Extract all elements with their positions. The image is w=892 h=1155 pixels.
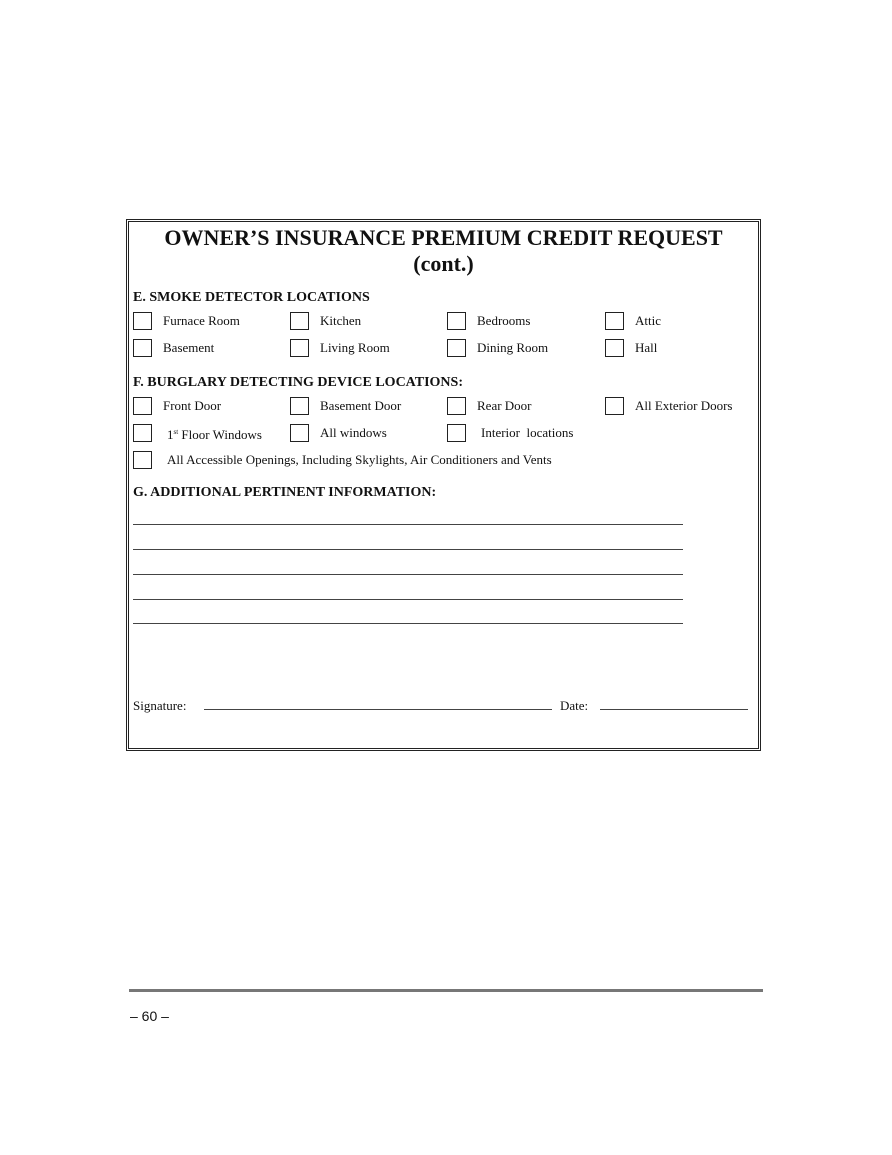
rear-door-label: Rear Door [477,398,532,413]
all-accessible-openings-checkbox[interactable] [133,451,152,469]
furnace-room-label: Furnace Room [163,313,240,328]
hall-checkbox[interactable] [605,339,624,357]
dining-room-label: Dining Room [477,340,549,355]
front-door-label: Front Door [163,398,222,413]
hall-label: Hall [635,340,658,355]
kitchen-label: Kitchen [320,313,362,328]
additional-info-heading: G. ADDITIONAL PERTINENT INFORMATION: [133,485,437,500]
floor-windows-text: Floor Windows [178,427,262,442]
date-line[interactable] [600,709,748,710]
attic-label: Attic [635,313,661,328]
signature-line[interactable] [204,709,552,710]
basement-door-checkbox[interactable] [290,397,309,415]
page-number: – 60 – [130,1008,169,1024]
dining-room-checkbox[interactable] [447,339,466,357]
bedrooms-label: Bedrooms [477,313,531,328]
rear-door-checkbox[interactable] [447,397,466,415]
basement-checkbox[interactable] [133,339,152,357]
all-exterior-doors-checkbox[interactable] [605,397,624,415]
interior-locations-label: Interior locations [481,425,574,440]
footer-divider [129,989,763,992]
interior-locations-checkbox[interactable] [447,424,466,442]
basement-door-label: Basement Door [320,398,402,413]
living-room-label: Living Room [320,340,390,355]
living-room-checkbox[interactable] [290,339,309,357]
all-exterior-doors-label: All Exterior Doors [635,398,733,413]
signature-label: Signature: [133,698,187,713]
floor-ordinal-suffix: st [173,428,179,436]
info-line[interactable] [133,574,683,575]
form-title-line2: (cont.) [413,251,474,276]
first-floor-windows-label [167,424,262,443]
furnace-room-checkbox[interactable] [133,312,152,330]
info-line[interactable] [133,549,683,550]
kitchen-checkbox[interactable] [290,312,309,330]
all-windows-label: All windows [320,425,387,440]
floor-number: 1 [167,427,174,442]
info-line[interactable] [133,599,683,600]
form-title [129,225,758,277]
form-title-line1: OWNER’S INSURANCE PREMIUM CREDIT REQUEST [164,225,723,250]
basement-label: Basement [163,340,215,355]
info-line[interactable] [133,524,683,525]
bedrooms-checkbox[interactable] [447,312,466,330]
info-line[interactable] [133,623,683,624]
all-accessible-openings-label: All Accessible Openings, Including Skylights, Air Conditioners and Vents [167,452,552,467]
all-windows-checkbox[interactable] [290,424,309,442]
burglary-device-heading: F. BURGLARY DETECTING DEVICE LOCATIONS: [133,375,463,390]
front-door-checkbox[interactable] [133,397,152,415]
date-label: Date: [560,698,589,713]
attic-checkbox[interactable] [605,312,624,330]
insurance-credit-form [126,219,761,751]
first-floor-windows-checkbox[interactable] [133,424,152,442]
smoke-detector-heading: E. SMOKE DETECTOR LOCATIONS [133,290,370,305]
